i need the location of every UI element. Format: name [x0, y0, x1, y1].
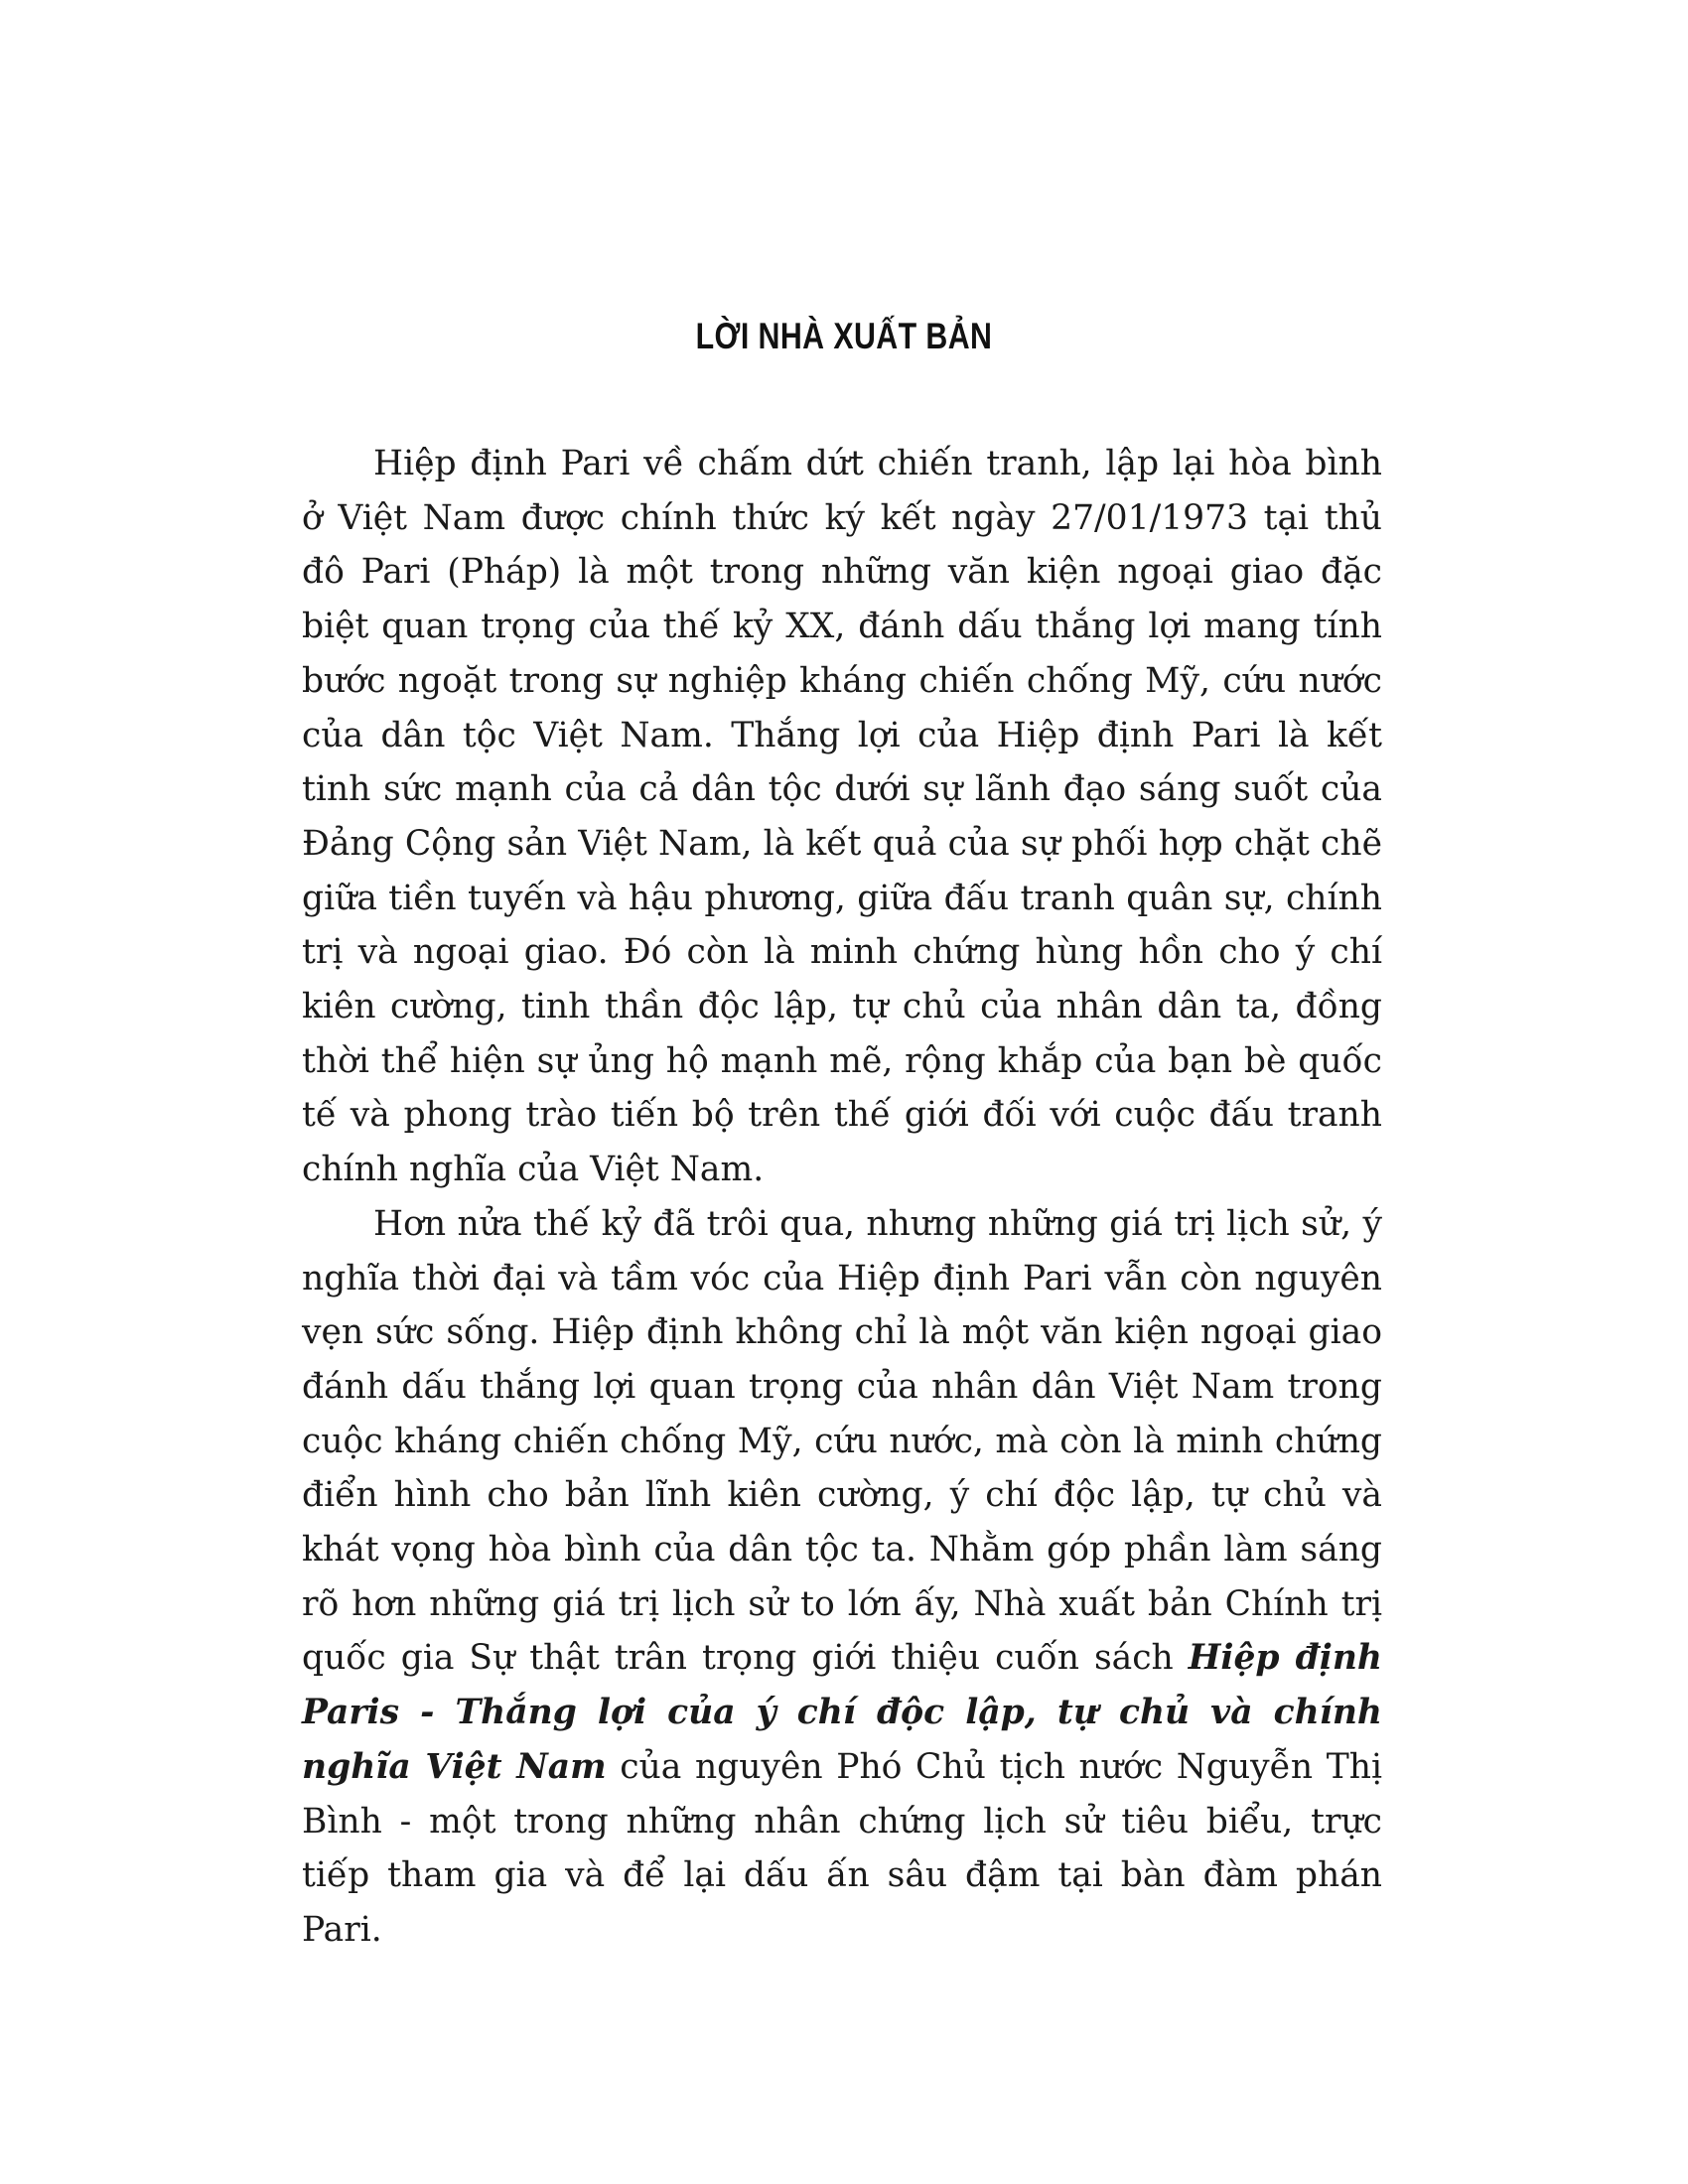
- paragraph-1: [302, 437, 1382, 1197]
- paragraph-2-text-before: Hơn nửa thế kỷ đã trôi qua, nhưng những giá trị lịch sử, ý nghĩa thời đại và tầm vóc của Hiệp định Pari vẫn còn nguyên vẹn sức sống. Hiệp định không chỉ là một văn kiện ngoại giao đánh dấu thắng lợi quan trọng của nhân dân Việt Nam trong cuộc kháng chiến chống Mỹ, cứu nước, mà còn là minh chứng điển hình cho bản lĩnh kiên cường, ý chí độc lập, tự chủ và khát vọng hòa bình của dân tộc ta. Nhằm góp phần làm sáng rõ hơn những giá trị lịch sử to lớn ấy, Nhà xuất bản Chính trị quốc gia Sự thật trân trọng giới thiệu cuốn sách: [302, 1203, 1382, 1679]
- page-heading: LỜI NHÀ XUẤT BẢN: [695, 316, 993, 356]
- paragraph-2-text-after: của nguyên Phó Chủ tịch nước Nguyễn Thị Bình - một trong những nhân chứng lịch sử tiêu biểu, trực tiếp tham gia và để lại dấu ấn sâu đậm tại bàn đàm phán Pari.: [302, 1746, 1382, 1950]
- body-text: [302, 437, 1382, 1958]
- paragraph-2: [302, 1197, 1382, 1958]
- paragraph-1-text: Hiệp định Pari về chấm dứt chiến tranh, lập lại hòa bình ở Việt Nam được chính thức ký kết ngày 27/01/1973 tại thủ đô Pari (Pháp) là một trong những văn kiện ngoại giao đặc biệt quan trọng của thế kỷ XX, đánh dấu thắng lợi mang tính bước ngoặt trong sự nghiệp kháng chiến chống Mỹ, cứu nước của dân tộc Việt Nam. Thắng lợi của Hiệp định Pari là kết tinh sức mạnh của cả dân tộc dưới sự lãnh đạo sáng suốt của Đảng Cộng sản Việt Nam, là kết quả của sự phối hợp chặt chẽ giữa tiền tuyến và hậu phương, giữa đấu tranh quân sự, chính trị và ngoại giao. Đó còn là minh chứng hùng hồn cho ý chí kiên cường, tinh thần độc lập, tự chủ của nhân dân ta, đồng thời thể hiện sự ủng hộ mạnh mẽ, rộng khắp của bạn bè quốc tế và phong trào tiến bộ trên thế giới đối với cuộc đấu tranh chính nghĩa của Việt Nam.: [302, 444, 1382, 1190]
- book-title: Hiệp định Paris - Thắng lợi của ý chí độc lập, tự chủ và chính nghĩa Việt Nam: [302, 1638, 1382, 1787]
